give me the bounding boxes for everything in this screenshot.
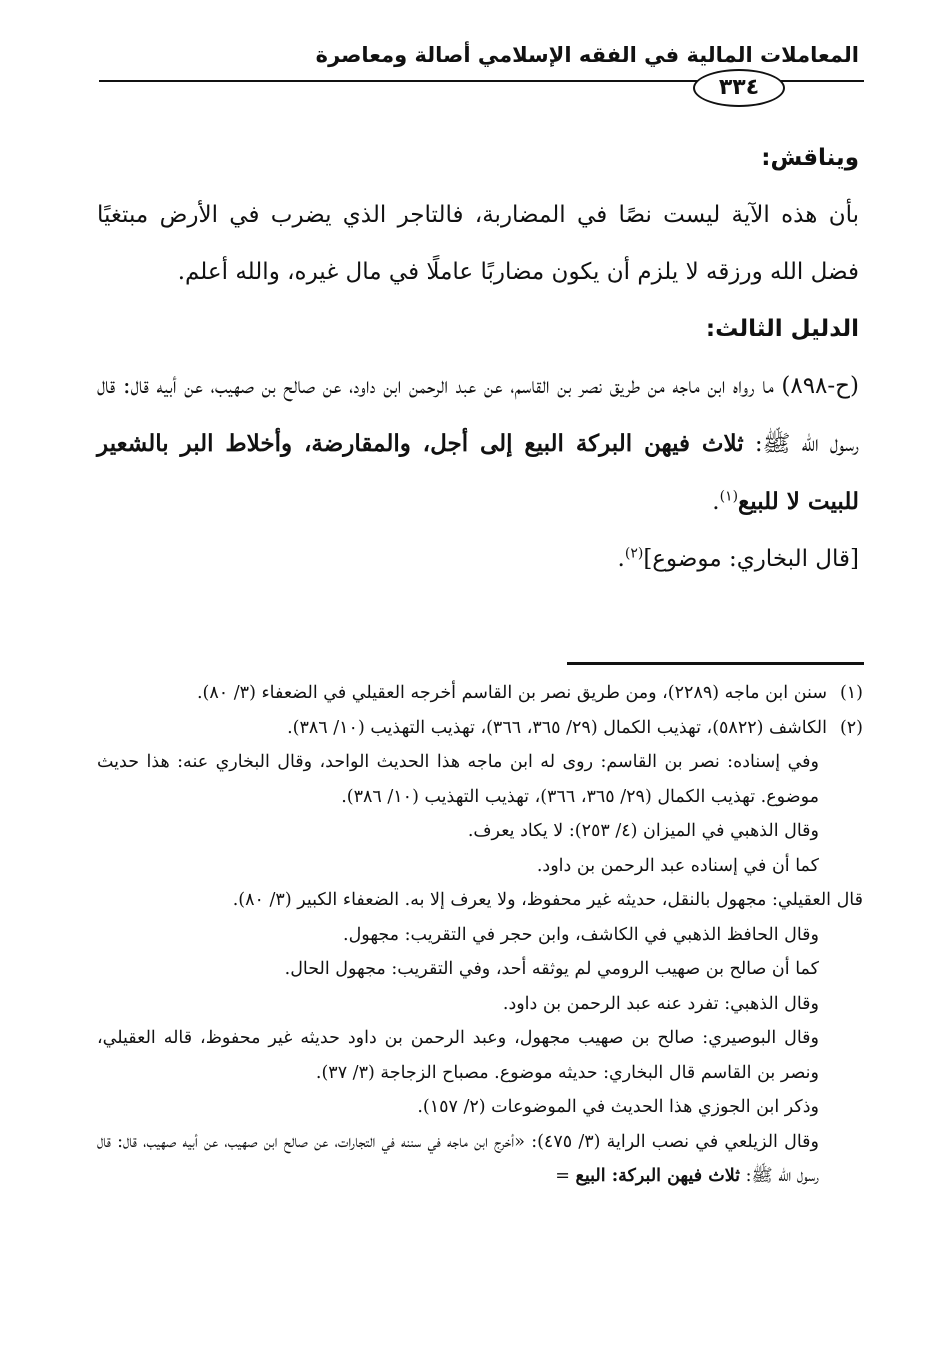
footnote-ref-2[interactable]: (٢) <box>624 545 644 562</box>
footnote-2-text: الكاشف (٥٨٢٢)، تهذيب الكمال (٢٩/ ٣٦٥، ٣٦٦)، تهذيب التهذيب (١٠/ ٣٨٦). <box>287 717 827 738</box>
footnotes <box>97 676 863 1194</box>
continuation-mark: = <box>555 1166 570 1186</box>
running-header-title: المعاملات المالية في الفقه الإسلامي أصالة ومعاصرة <box>315 43 859 67</box>
footnote-2-para-2: وقال الذهبي في الميزان (٤/ ٢٥٣): لا يكاد يعرف. <box>467 821 819 841</box>
hadith-end: . <box>712 489 720 515</box>
footnote-1-text: سنن ابن ماجه (٢٢٨٩)، ومن طريق نصر بن القاسم أخرجه العقيلي في الضعفاء (٣/ ٨٠). <box>196 683 827 703</box>
hadith-intro: (ح-٨٩٨) ما رواه ابن ماجه من طريق نصر بن القاسم، عن عبد الرحمن ابن داود، عن صالح بن صهيب، عن أبيه قال: قال رسول الله ﷺ: <box>97 373 859 457</box>
footnote-2-para-1: وفي إسناده: نصر بن القاسم: روى له ابن ماجه هذا الحديث الواحد، وقال البخاري عنه: هذا حديث موضوع. تهذيب الكمال (٢٩/ ٣٦٥، ٣٦٦)، تهذيب التهذيب (١٠/ ٣٨٦). <box>97 752 819 807</box>
footnote-1-number: (١) <box>839 683 863 703</box>
main-text <box>97 130 859 588</box>
hadith-text: ثلاث فيهن البركة البيع إلى أجل، والمقارضة، وأخلاط البر بالشعير للبيت لا للبيع <box>97 430 859 515</box>
footnote-ref-1[interactable]: (١) <box>719 488 739 505</box>
footnote-2-para-7: وقال الذهبي: تفرد عنه عبد الرحمن بن داود. <box>502 993 819 1014</box>
objection-paragraph: بأن هذه الآية ليست نصًا في المضاربة، فالتاجر الذي يضرب في الأرض مبتغيًا فضل الله ورزقه لا يلزم أن يكون مضاربًا عاملًا في مال غيره، والله أعلم. <box>97 202 859 285</box>
hadith-paragraph <box>97 358 859 531</box>
footnote-2-para-6: كما أن صالح بن صهيب الرومي لم يوثقه أحد، وفي التقريب: مجهول الحال. <box>284 959 819 979</box>
footnote-2-para-10 <box>97 1125 863 1194</box>
bukhari-end: . <box>617 546 625 572</box>
footnote-2-para-8: وقال البوصيري: صالح بن صهيب مجهول، وعبد الرحمن بن داود حديثه غير محفوظ، قاله العقيلي، ونصر بن القاسم قال البخاري: حديثه موضوع. مصباح الزجاجة (٣/ ٣٧). <box>97 1028 819 1083</box>
bukhari-note: [قال البخاري: موضوع] <box>643 546 859 572</box>
footnote-2-number: (٢) <box>839 717 863 738</box>
objection-heading: ويناقش: <box>761 145 859 171</box>
footnote-2-para-10-bold: ثلاث فيهن البركة: البيع <box>575 1166 741 1186</box>
footnote-2-para-9: وذكر ابن الجوزي هذا الحديث في الموضوعات (٢/ ١٥٧). <box>417 1097 819 1117</box>
footnote-2-para-10-text: وقال الزيلعي في نصب الراية (٣/ ٤٧٥): «أخرج ابن ماجه في سننه في التجارات، عن صالح ابن صهيب، عن أبيه صهيب، قال: قال رسول الله ﷺ: <box>97 1131 819 1186</box>
bukhari-paragraph <box>97 531 859 588</box>
evidence-heading: الدليل الثالث: <box>705 316 859 342</box>
footnote-separator <box>567 662 864 665</box>
footnote-2 <box>97 711 863 746</box>
footnote-2-para-5: وقال الحافظ الذهبي في الكاشف، وابن حجر في التقريب: مجهول. <box>343 924 819 945</box>
footnote-2-para-3: كما أن في إسناده عبد الرحمن بن داود. <box>536 855 819 876</box>
footnote-2-para-4: قال العقيلي: مجهول بالنقل، حديثه غير محفوظ، ولا يعرف إلا به. الضعفاء الكبير (٣/ ٨٠). <box>232 890 863 910</box>
footnote-1 <box>97 676 863 711</box>
page-number: ٣٣٤ <box>693 69 785 107</box>
